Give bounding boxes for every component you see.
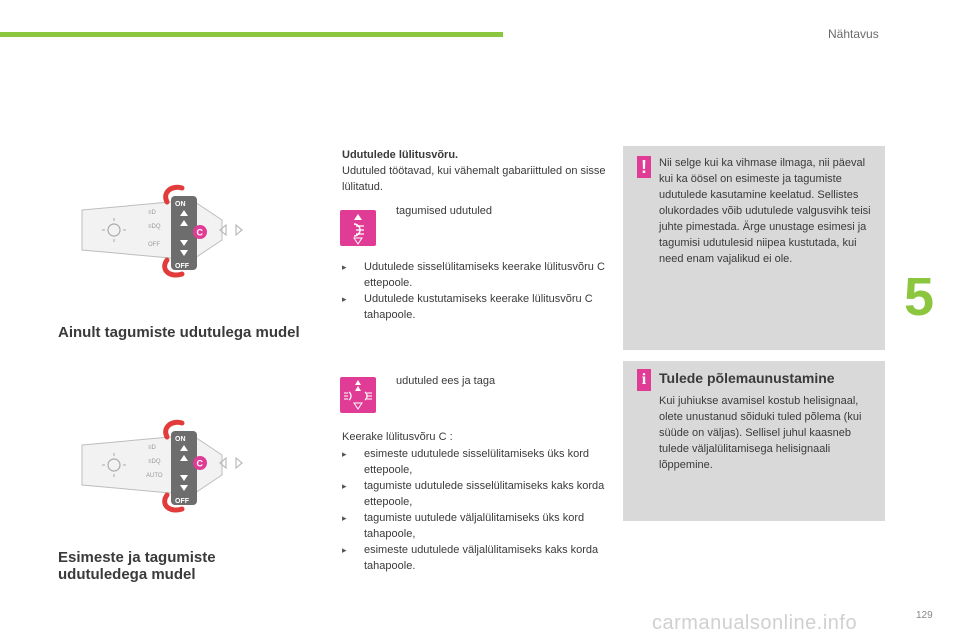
svg-text:AUTO: AUTO [146, 473, 163, 479]
intro-title: Udutulede lülitusvõru. [342, 149, 459, 161]
list-item: ▸ esimeste udutulede väljalülitamiseks kaks korda tahapoole. [342, 542, 612, 574]
info-icon: i [637, 369, 651, 391]
list-item: ▸ esimeste udutulede sisselülitamiseks üks kord ettepoole, [342, 446, 612, 478]
fog-ring-intro [342, 147, 607, 195]
warning-box [623, 146, 885, 350]
page-number: 129 [916, 610, 933, 621]
svg-text:≡D: ≡D [148, 445, 156, 451]
chapter-number: 5 [904, 267, 935, 327]
svg-text:≡D: ≡D [148, 210, 156, 216]
list-item: ▸ tagumiste uutulede väljalülitamiseks üks kord tahapoole, [342, 510, 612, 542]
svg-text:C: C [196, 458, 203, 469]
rear-fog-instructions [342, 259, 612, 323]
rear-fog-label: tagumised udutuled [396, 205, 493, 217]
list-item: ▸ Udutulede kustutamiseks keerake lülitusvõru C tahapoole. [342, 291, 612, 323]
svg-text:OFF: OFF [148, 242, 160, 248]
svg-text:≡DQ: ≡DQ [148, 224, 161, 230]
info-text: Kui juhiukse avamisel kostub helisignaal, olete unustanud sõiduki tuled põlema (kui süüde on väljas). Sellisel juhul kaasneb tulede väljalülitamisega helisignaali lõppemine. [659, 395, 862, 471]
turn-arrows-icon [220, 225, 242, 235]
header-accent-bar [0, 32, 503, 37]
rear-fog-lamp-icon [340, 210, 376, 246]
watermark: carmanualsonline.info [652, 612, 858, 634]
front-rear-fog-instructions [342, 446, 612, 574]
svg-text:OFF: OFF [175, 263, 189, 270]
svg-text:ON: ON [175, 201, 186, 208]
warning-text: Nii selge kui ka vihmase ilmaga, nii päeval kui ka öösel on esimeste ja tagumiste udutulede kasutamine keelatud. Sellistes olukordades võib udutulede valgusvihk teisi juhte pimestada. Ärge unustage esimesi ja tagumisi udutulesid niipea kustutada, kui need enam vajalikud ei ole. [659, 157, 871, 265]
intro-text: Udutuled töötavad, kui vähemalt gabariittuled on sisse lülitatud. [342, 165, 606, 193]
info-box [623, 361, 885, 521]
list-item: ▸ tagumiste udutulede sisselülitamiseks kaks korda ettepoole, [342, 478, 612, 510]
front-rear-fog-label: udutuled ees ja taga [396, 375, 496, 387]
front-rear-fog-lamp-icon [340, 377, 376, 413]
section-name: Nähtavus [828, 27, 879, 41]
svg-text:C: C [196, 227, 203, 238]
light-stalk-illustration-rear [72, 180, 252, 280]
front-rear-lead: Keerake lülitusvõru C : [342, 431, 453, 443]
svg-text:ON: ON [175, 436, 186, 443]
svg-text:≡DQ: ≡DQ [148, 459, 161, 465]
svg-text:OFF: OFF [175, 498, 189, 505]
warning-icon: ! [637, 156, 651, 178]
heading-rear-fog-model: Ainult tagumiste udutulega mudel [58, 324, 300, 341]
list-item: ▸ Udutulede sisselülitamiseks keerake lülitusvõru C ettepoole. [342, 259, 612, 291]
light-stalk-illustration-front-rear [72, 415, 252, 515]
heading-front-rear-fog-model: Esimeste ja tagumiste udutuledega mudel [58, 549, 216, 583]
info-title: Tulede põlemaunustamine [659, 370, 835, 386]
turn-arrows-icon [220, 458, 242, 468]
